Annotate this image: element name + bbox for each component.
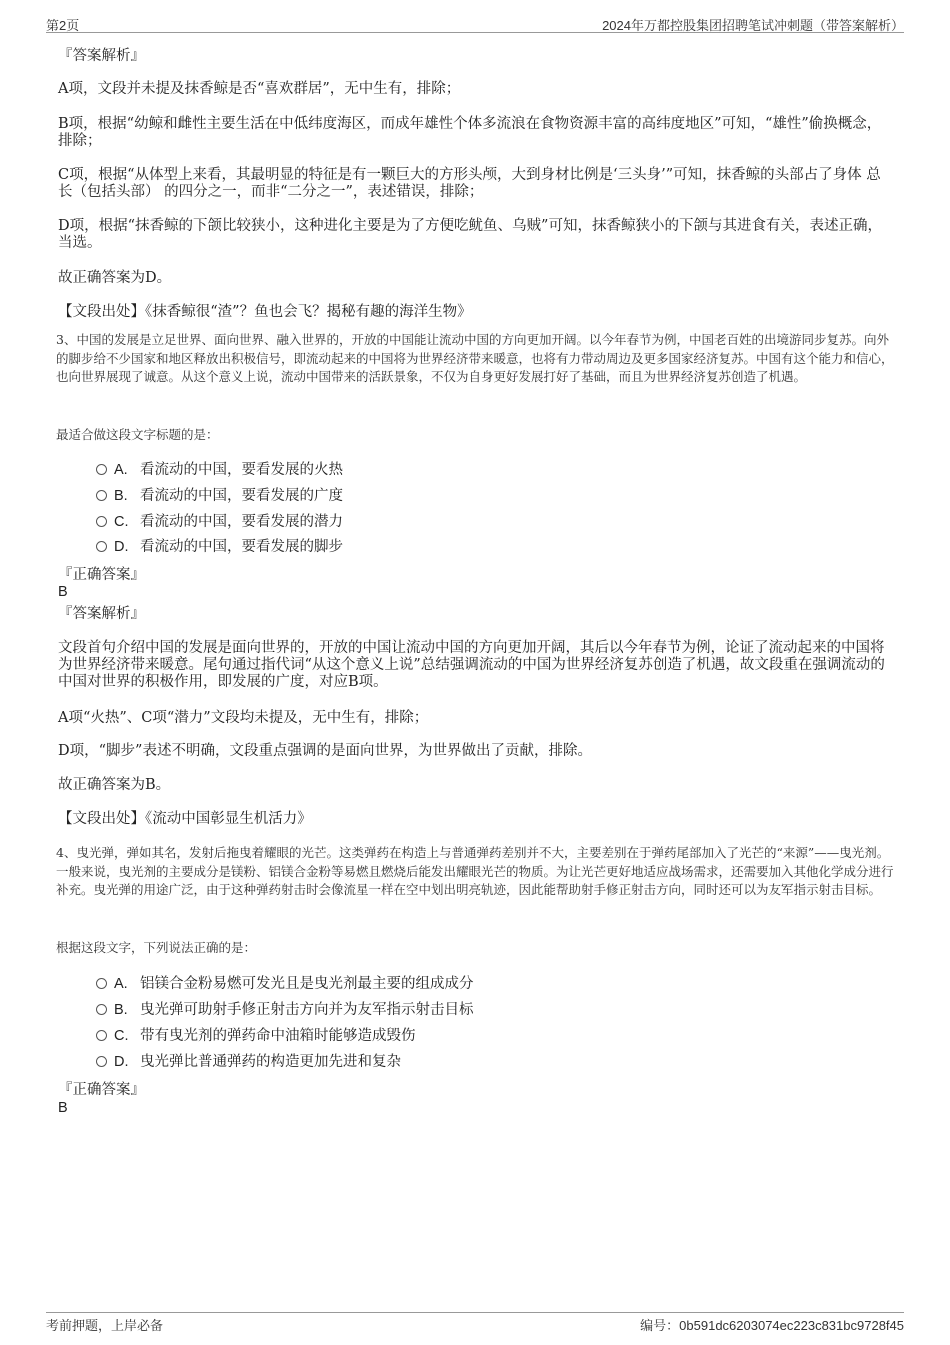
radio-icon[interactable]: [96, 978, 107, 989]
radio-icon[interactable]: [96, 490, 107, 501]
q3-source: 【文段出处】《流动中国彰显生机活力》: [58, 811, 312, 827]
q4-option-d[interactable]: D. 曳光弹比普通弹药的构造更加先进和复杂: [96, 1053, 401, 1071]
q4-option-b[interactable]: B. 曳光弹可助射手修正射击方向并为友军指示射击目标: [96, 1001, 474, 1019]
q4-option-a[interactable]: A. 铝镁合金粉易燃可发光且是曳光剂最主要的组成成分: [96, 975, 474, 993]
q2-analysis-line: B项，根据“幼鲸和雌性主要生活在中低纬度海区，而成年雄性个体多流浪在食物资源丰富的高纬度地区”可知，“雄性”偷换概念，排除；: [58, 116, 882, 149]
q3-option-a[interactable]: A. 看流动的中国，要看发展的火热: [96, 461, 343, 479]
q2-conclusion: 故正确答案为D。: [58, 270, 172, 286]
q3-option-c[interactable]: C. 看流动的中国，要看发展的潜力: [96, 513, 343, 531]
page-footer: [46, 1312, 904, 1335]
q2-source: 【文段出处】《抹香鲸很“渣”？鱼也会飞？揭秘有趣的海洋生物》: [58, 304, 472, 320]
footer-slogan: 考前押题，上岸必备: [46, 1318, 164, 1333]
page-number: 第2页: [46, 18, 80, 33]
q4-answer: B: [58, 1100, 68, 1116]
q4-option-c[interactable]: C. 带有曳光剂的弹药命中油箱时能够造成毁伤: [96, 1027, 416, 1045]
q2-analysis-line: D项，根据“抹香鲸的下颌比较狭小，这种进化主要是为了方便吃鱿鱼、乌贼”可知，抹香鲸狭小的下颌与其进食有关，表述正确，当选。: [58, 218, 882, 251]
q3-passage: 3、中国的发展是立足世界、面向世界、融入世界的，开放的中国能让流动中国的方向更加开阔。以今年春节为例，中国老百姓的出境游同步复苏。向外的脚步给不少国家和地区释放出积极信号，即流动起来的中国将为世界经济带来暖意，也将有力带动周边及更多国家经济复苏。中国有这个能力和信心，也向世界展现了诚意。从这个意义上说，流动中国带来的活跃景象，不仅为自身更好发展打好了基础，而且为世界经济复苏创造了机遇。: [56, 332, 894, 384]
q2-analysis-line: C项，根据“从体型上来看，其最明显的特征是有一颗巨大的方形头颅，大到身材比例是‘三头身’”可知，抹香鲸的头部占了身体 总长（包括头部） 的四分之一，而非“二分之一”，表述错误，排除；: [58, 167, 881, 200]
q3-option-d[interactable]: D. 看流动的中国，要看发展的脚步: [96, 538, 343, 556]
q3-analysis-label: 『答案解析』: [58, 606, 145, 622]
q3-prompt: 最适合做这段文字标题的是：: [56, 427, 219, 442]
q3-conclusion: 故正确答案为B。: [58, 777, 171, 793]
q2-analysis-line: A项，文段并未提及抹香鲸是否“喜欢群居”，无中生有，排除；: [58, 81, 461, 97]
q3-analysis-text: 文段首句介绍中国的发展是面向世界的，开放的中国让流动中国的方向更加开阔，其后以今年春节为例，论证了流动起来的中国将为世界经济带来暖意。尾句通过指代词“从这个意义上说”总结强调流动的中国为世界经济复苏创造了机遇，故文段重在强调流动的中国对世界的积极作用，即发展的广度，对应B项。: [58, 640, 885, 690]
radio-icon[interactable]: [96, 1056, 107, 1067]
radio-icon[interactable]: [96, 541, 107, 552]
q3-analysis-text: A项“火热”、C项“潜力”文段均未提及，无中生有，排除；: [58, 710, 429, 726]
radio-icon[interactable]: [96, 1030, 107, 1041]
q2-analysis-label: 『答案解析』: [58, 48, 145, 64]
q3-answer: B: [58, 584, 68, 600]
document-code: 编号：0b591dc6203074ec223c831bc9728f45: [640, 1318, 904, 1333]
page-header: [46, 14, 904, 33]
q3-analysis-text: D项，“脚步”表述不明确，文段重点强调的是面向世界，为世界做出了贡献，排除。: [58, 743, 592, 759]
radio-icon[interactable]: [96, 516, 107, 527]
radio-icon[interactable]: [96, 1004, 107, 1015]
q4-passage: 4、曳光弹，弹如其名，发射后拖曳着耀眼的光芒。这类弹药在构造上与普通弹药差别并不大，主要差别在于弹药尾部加入了光芒的“来源”——曳光剂。一般来说，曳光剂的主要成分是镁粉、铝镁合金粉等易燃且燃烧后能发出耀眼光芒的物质。为让光芒更好地适应战场需求，还需要加入其他化学成分进行补充。曳光弹的用途广泛，由于这种弹药射击时会像流星一样在空中划出明亮轨迹，因此能帮助射手修正射击方向，同时还可以为友军指示射击目标。: [56, 845, 894, 897]
q4-prompt: 根据这段文字，下列说法正确的是：: [56, 940, 257, 955]
radio-icon[interactable]: [96, 464, 107, 475]
q3-answer-label: 『正确答案』: [58, 567, 145, 583]
document-title: 2024年万都控股集团招聘笔试冲刺题（带答案解析）: [602, 18, 904, 33]
q3-option-b[interactable]: B. 看流动的中国，要看发展的广度: [96, 487, 343, 505]
q4-answer-label: 『正确答案』: [58, 1082, 145, 1098]
